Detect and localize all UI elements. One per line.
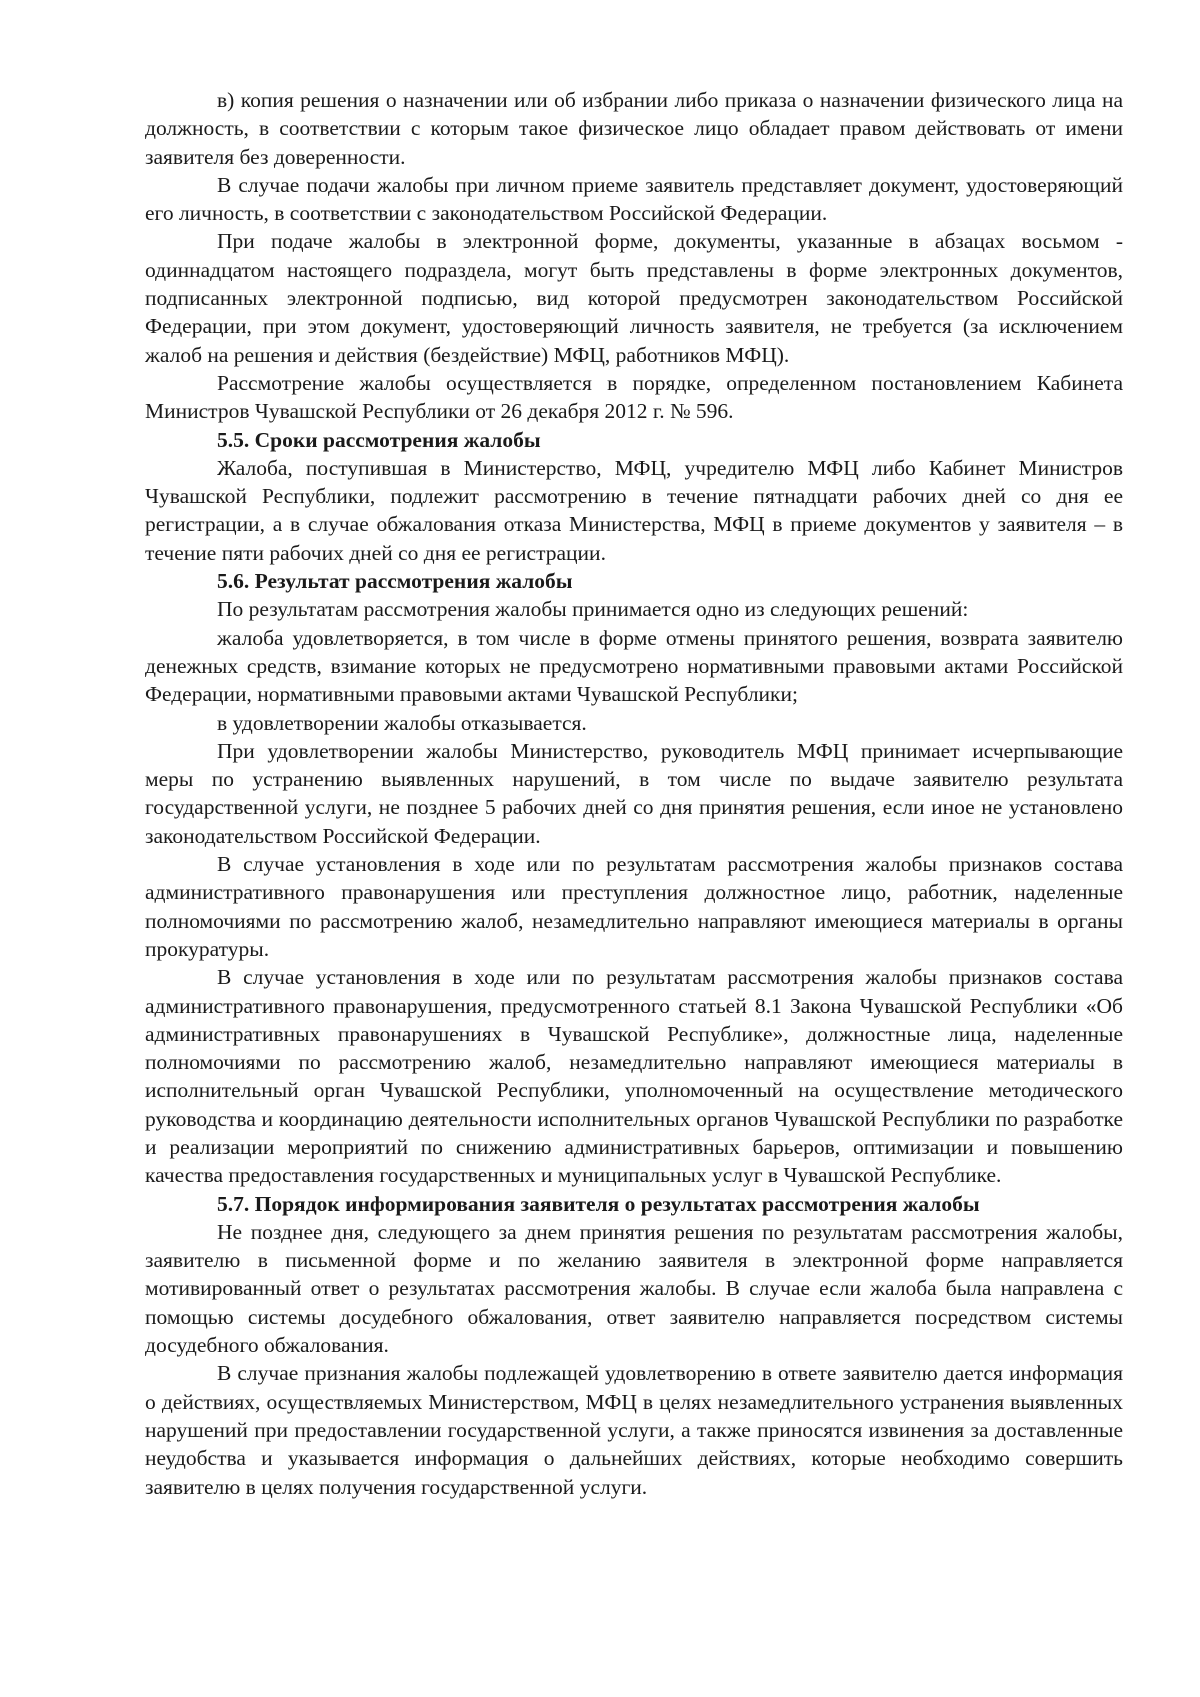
paragraph: Не позднее дня, следующего за днем принятия решения по результатам рассмотрения жалобы, заявителю в письменной форме и по желанию заявителя в электронной форме направляется мотивированный ответ о результатах рассмотрения жалобы. В случае если жалоба была направлена с помощью системы досудебного обжалования, ответ заявителю направляется посредством системы досудебного обжалования. (145, 1219, 1123, 1358)
paragraph: В случае установления в ходе или по результатам рассмотрения жалобы признаков состава административного правонарушения или преступления должностное лицо, работник, наделенные полномочиями по рассмотрению жалоб, незамедлительно направляют имеющиеся материалы в органы прокуратуры. (145, 852, 1123, 961)
paragraph: жалоба удовлетворяется, в том числе в форме отмены принятого решения, возврата заявителю денежных средств, взимание которых не предусмотрено нормативными правовыми актами Российской Федерации, нормативными правовыми актами Чувашской Республики; (145, 625, 1123, 707)
paragraph: В случае признания жалобы подлежащей удовлетворению в ответе заявителю дается информация о действиях, осуществляемых Министерством, МФЦ в целях незамедлительного устранения выявленных нарушений при предоставлении государственной услуги, а также приносятся извинения за доставленные неудобства и указывается информация о дальнейших действиях, которые необходимо совершить заявителю в целях получения государственной услуги. (145, 1361, 1123, 1499)
paragraph: в) копия решения о назначении или об избрании либо приказа о назначении физического лица на должность, в соответствии с которым такое физическое лицо обладает правом действовать от имени заявителя без доверенности. (145, 88, 1123, 169)
paragraph: При удовлетворении жалобы Министерство, руководитель МФЦ принимает исчерпывающие меры по устранению выявленных нарушений, в том числе по выдаче заявителю результата государственной услуги, не позднее 5 рабочих дней со дня принятия решения, если иное не установлено законодательством Российской Федерации. (145, 738, 1123, 848)
paragraph: По результатам рассмотрения жалобы принимается одно из следующих решений: (217, 597, 969, 622)
paragraph: В случае установления в ходе или по результатам рассмотрения жалобы признаков состава административного правонарушения, предусмотренного статьей 8.1 Закона Чувашской Республики «Об административных правонарушениях в Чувашской Республике», должностные лица, наделенные полномочиями по рассмотрению жалоб, незамедлительно направляют имеющиеся материалы в исполнительный орган Чувашской Республики, уполномоченный на осуществление методического руководства и координацию деятельности исполнительных органов Чувашской Республики по разработке и реализации мероприятий по снижению административных барьеров, оптимизации и повышению качества предоставления государственных и муниципальных услуг в Чувашской Республике. (145, 965, 1123, 1188)
paragraph: в удовлетворении жалобы отказывается. (217, 710, 587, 735)
section-heading: 5.5. Сроки рассмотрения жалобы (217, 427, 541, 452)
paragraph: В случае подачи жалобы при личном приеме заявитель представляет документ, удостоверяющий его личность, в соответствии с законодательством Российской Федерации. (145, 172, 1123, 226)
paragraph: Рассмотрение жалобы осуществляется в порядке, определенном постановлением Кабинета Министров Чувашской Республики от 26 декабря 2012 г. № 596. (145, 370, 1123, 424)
section-heading: 5.7. Порядок информирования заявителя о результатах рассмотрения жалобы (217, 1191, 980, 1216)
paragraph: При подаче жалобы в электронной форме, документы, указанные в абзацах восьмом - одиннадцатом настоящего подраздела, могут быть представлены в форме электронных документов, подписанных электронной подписью, вид которой предусмотрен законодательством Российской Федерации, при этом документ, удостоверяющий личность заявителя, не требуется (за исключением жалоб на решения и действия (бездействие) МФЦ, работников МФЦ). (145, 229, 1123, 367)
paragraph: Жалоба, поступившая в Министерство, МФЦ, учредителю МФЦ либо Кабинет Министров Чувашской Республики, подлежит рассмотрению в течение пятнадцати рабочих дней со дня ее регистрации, а в случае обжалования отказа Министерства, МФЦ в приеме документов у заявителя – в течение пяти рабочих дней со дня ее регистрации. (145, 455, 1123, 565)
document-page (145, 86, 1123, 1501)
section-heading: 5.6. Результат рассмотрения жалобы (217, 569, 573, 594)
